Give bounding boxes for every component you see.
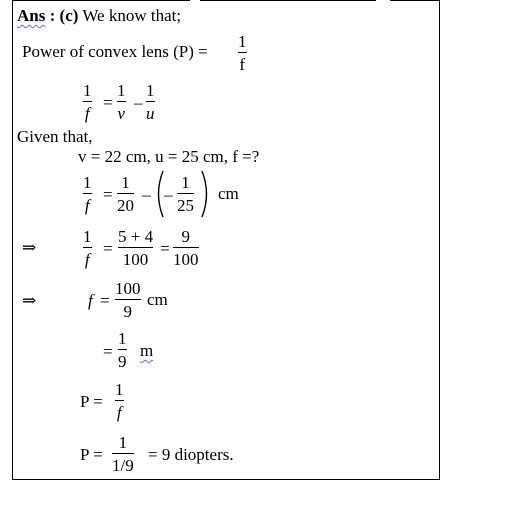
lens-v-fraction (117, 82, 126, 122)
fraction-denominator: 25 (177, 196, 194, 215)
step4-eq: = (103, 342, 113, 361)
power-formula-fraction (238, 33, 247, 73)
fraction-bar (117, 193, 134, 194)
lens-u-fraction (146, 82, 155, 122)
fraction-denominator: f (239, 55, 246, 74)
fraction-numerator: 1 (118, 329, 127, 348)
answer-intro: We know that; (82, 6, 182, 25)
fraction-numerator: 1 (121, 173, 130, 192)
fraction-denominator: 9 (123, 302, 132, 321)
fraction-numerator: 1 (83, 227, 92, 246)
implies-arrow-icon: ⇒ (22, 291, 37, 310)
fraction-numerator: 1 (118, 433, 128, 452)
step2-eq: = (103, 239, 113, 258)
fraction-numerator: 100 (115, 279, 141, 298)
fraction-denominator: u (146, 104, 155, 123)
fraction-bar (117, 101, 126, 102)
fraction-bar (173, 247, 199, 248)
fraction-denominator: 1/9 (112, 456, 134, 475)
lens-lhs-fraction (83, 82, 92, 122)
step1-unit: cm (218, 184, 239, 203)
fraction-numerator: 1 (181, 173, 190, 192)
fraction-bar (146, 101, 155, 102)
fraction-bar (238, 52, 247, 53)
fraction-denominator: f (84, 104, 90, 123)
power-formula-text: Power of convex lens (P) = (22, 42, 208, 61)
fraction-bar (83, 193, 92, 194)
given-values: v = 22 cm, u = 25 cm, f =? (78, 147, 260, 166)
fraction-denominator: f (116, 403, 122, 422)
step2-eq2: = (160, 239, 170, 258)
answer-heading (17, 7, 181, 24)
step3-fraction (115, 280, 141, 320)
given-title: Given that, (17, 127, 93, 146)
fraction-numerator: 5 + 4 (118, 227, 154, 246)
fraction-denominator: 100 (122, 250, 149, 269)
fraction-denominator: 20 (117, 196, 134, 215)
fraction-bar (118, 349, 127, 350)
lens-minus: – (134, 93, 143, 112)
step6-lhs: P = (80, 445, 103, 464)
fraction-numerator: 1 (238, 32, 247, 51)
fraction-bar (112, 453, 134, 454)
step1-eq: = (103, 185, 113, 204)
lens-eq: = (103, 93, 113, 112)
fraction-bar (118, 247, 153, 248)
fraction-denominator: 100 (173, 250, 199, 269)
step3-eq: = (100, 291, 110, 310)
fraction-bar (177, 193, 194, 194)
step6-result: = 9 diopters. (148, 445, 234, 464)
step4-unit: m (140, 341, 154, 360)
step2-b-fraction (173, 228, 199, 268)
step5-lhs: P = (80, 392, 103, 411)
fraction-denominator: v (117, 104, 126, 123)
step1-inner-minus: – (164, 185, 173, 204)
step1-a-fraction (117, 174, 134, 214)
fraction-denominator: f (84, 196, 90, 215)
answer-label: Ans (17, 6, 46, 25)
implies-arrow-icon: ⇒ (22, 238, 37, 257)
fraction-numerator: 9 (181, 227, 190, 246)
fraction-bar (115, 299, 141, 300)
step2-lhs-fraction (83, 228, 92, 268)
step2-a-fraction (118, 228, 153, 268)
step1-right-paren (200, 170, 212, 218)
top-border (12, 0, 440, 2)
fraction-bar (83, 101, 92, 102)
fraction-numerator: 1 (117, 81, 126, 100)
fraction-bar (83, 247, 92, 248)
answer-colon: : (49, 6, 56, 25)
fraction-numerator: 1 (83, 81, 92, 100)
step1-b-fraction (177, 174, 194, 214)
step3-lhs: f (88, 291, 93, 310)
step4-fraction (118, 330, 127, 370)
step6-fraction (112, 434, 134, 474)
answer-box (12, 0, 440, 480)
step1-lhs-fraction (83, 174, 92, 214)
step5-fraction (115, 381, 124, 421)
fraction-numerator: 1 (115, 380, 124, 399)
answer-option: (c) (59, 6, 79, 25)
step3-unit: cm (147, 290, 168, 309)
fraction-denominator: f (84, 250, 90, 269)
step1-minus: – (142, 185, 151, 204)
fraction-numerator: 1 (146, 81, 155, 100)
fraction-denominator: 9 (118, 352, 127, 371)
fraction-numerator: 1 (83, 173, 92, 192)
fraction-bar (115, 400, 124, 401)
